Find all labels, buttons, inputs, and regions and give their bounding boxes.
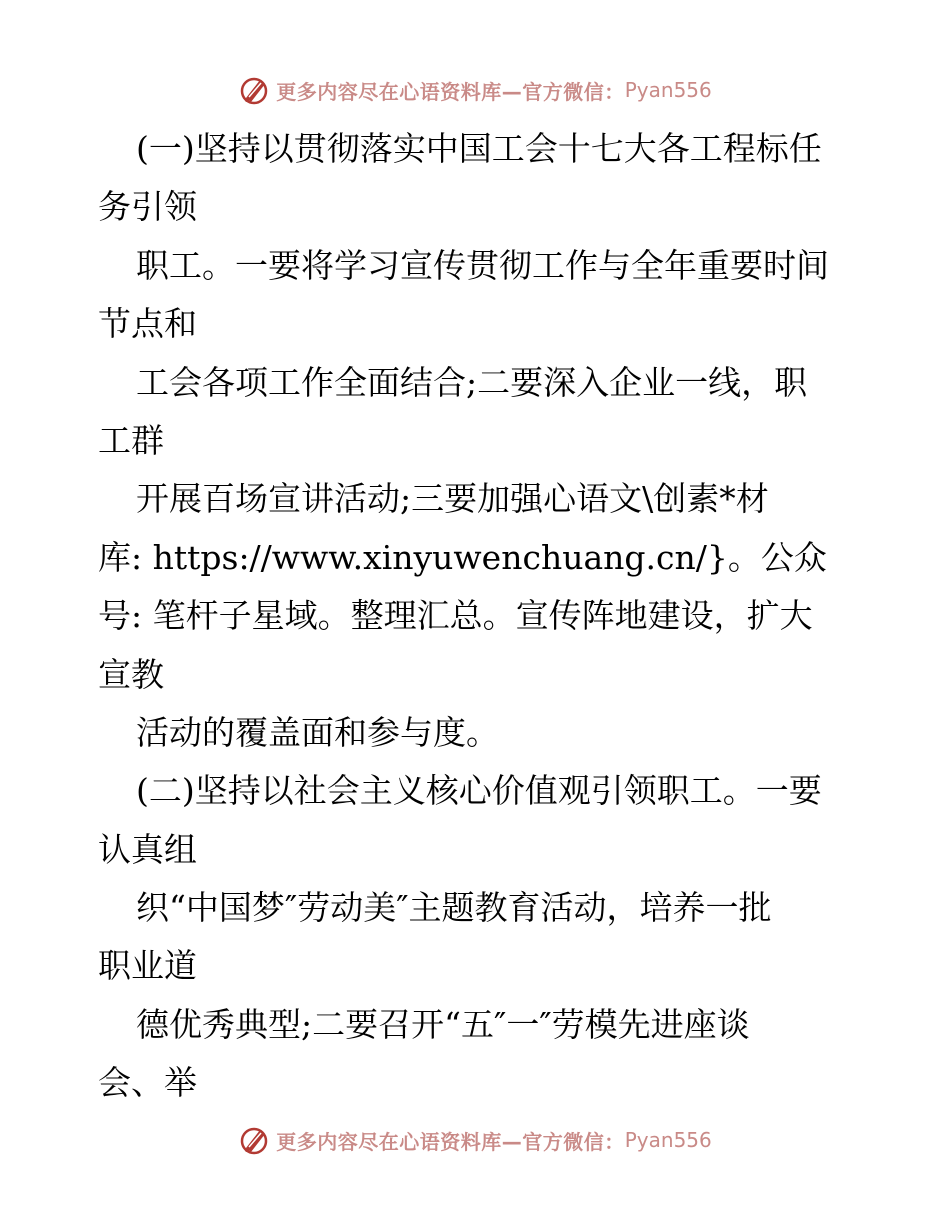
document-body [98,120,868,1113]
text-line: 工会各项工作全面结合;二要深入企业一线，职 [136,362,808,402]
header-banner [0,70,950,110]
wechat-id: Pyan556 [624,1128,712,1152]
text-line: 工群 [98,420,164,460]
text-line: (一)坚持以贯彻落实中国工会十七大各工程标任 [136,129,822,168]
text-line: 务引领 [98,187,197,227]
text-line: 职工。一要将学习宣传贯彻工作与全年重要时间 [136,245,829,285]
banner-text: 更多内容尽在心语资料库—官方微信： [276,1129,625,1154]
text-line: 库: https://www.xinyuwenchuang.cn/}。公众 [98,537,827,577]
text-line: 认真组 [98,829,197,869]
footer-banner [0,1120,950,1160]
banner-text: 更多内容尽在心语资料库—官方微信： [276,79,625,104]
text-line: 开展百场宣讲活动;三要加强心语文\创素*材 [136,479,769,519]
text-line: 织“中国梦″劳动美″主题教育活动，培养一批 [136,888,772,928]
pen-nib-logo-icon [238,74,270,106]
text-line: 节点和 [98,304,197,344]
text-line: 会、举 [98,1063,197,1103]
text-line: 号: 笔杆子星域。整理汇总。宣传阵地建设，扩大 [98,596,813,636]
text-line: 宣教 [98,654,164,694]
text-line: 德优秀典型;二要召开“五″一″劳模先进座谈 [136,1004,750,1044]
wechat-id: Pyan556 [624,78,712,102]
text-line: 活动的覆盖面和参与度。 [136,712,499,752]
pen-nib-logo-icon [238,1124,270,1156]
text-line: 职业道 [98,946,197,986]
text-line: (二)坚持以社会主义核心价值观引领职工。一要 [136,771,822,811]
